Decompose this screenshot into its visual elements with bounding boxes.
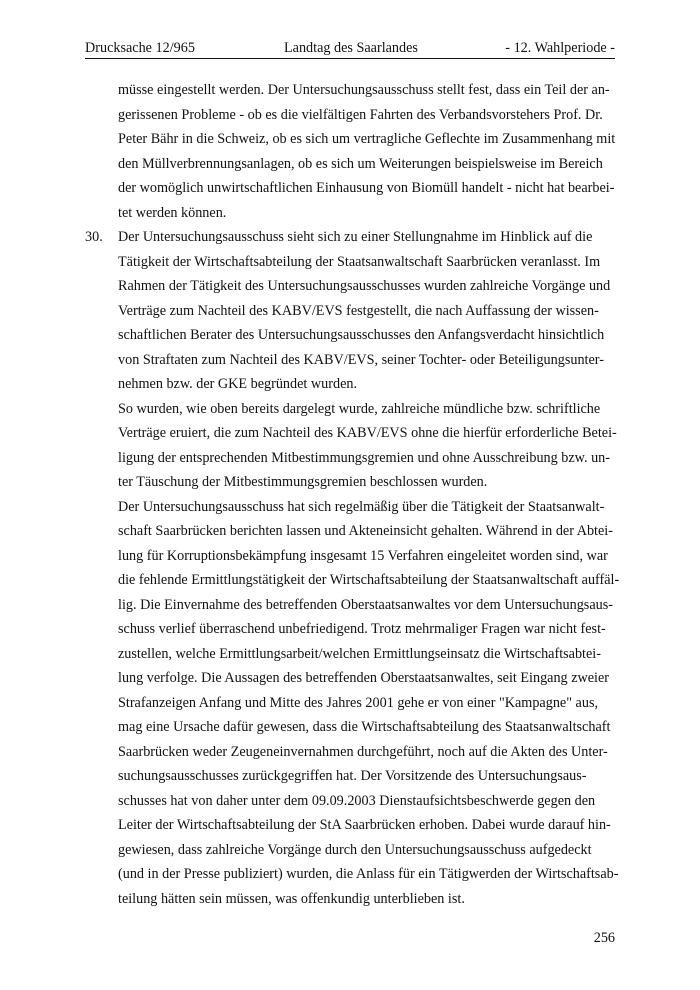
item-number: 30. xyxy=(85,229,103,245)
page-header xyxy=(85,38,615,59)
body-text xyxy=(85,78,625,911)
text-line: Der Untersuchungsausschuss hat sich regelmäßig über die Tätigkeit der Staatsanwalt- xyxy=(118,498,605,515)
text-line: ter Täuschung der Mitbestimmungsgremien beschlossen wurden. xyxy=(118,474,488,490)
text-line: suchungsausschusses zurückgegriffen hat. Der Vorsitzende des Untersuchungsaus- xyxy=(118,768,587,784)
text-line: Rahmen der Tätigkeit des Untersuchungsausschusses wurden zahlreiche Vorgänge und xyxy=(118,278,611,294)
text-line: gerissenen Probleme - ob es die vielfältigen Fahrten des Verbandsvorstehers Prof. Dr. xyxy=(118,106,603,123)
legislative-period: - 12. Wahlperiode - xyxy=(505,40,615,56)
parliament-name: Landtag des Saarlandes xyxy=(284,40,418,56)
text-line: nehmen bzw. der GKE begründet wurden. xyxy=(118,376,358,392)
text-line: die fehlende Ermittlungstätigkeit der Wirtschaftsabteilung der Staatsanwaltschaft auffäl- xyxy=(118,572,620,588)
text-line: Der Untersuchungsausschuss sieht sich zu einer Stellungnahme im Hinblick auf die xyxy=(118,229,593,245)
text-line: gewiesen, dass zahlreiche Vorgänge durch den Untersuchungsausschuss aufgedeckt xyxy=(118,841,592,858)
text-line: tet werden können. xyxy=(118,204,227,221)
text-line: der womöglich unwirtschaftlichen Einhausung von Biomüll handelt - nicht hat bearbei- xyxy=(118,180,615,196)
text-line: Strafanzeigen Anfang und Mitte des Jahres 2001 gehe er von einer "Kampagne" aus, xyxy=(118,694,599,711)
text-line: (und in der Presse publiziert) wurden, die Anlass für ein Tätigwerden der Wirtschaftsab- xyxy=(118,866,619,882)
text-line: ligung der entsprechenden Mitbestimmungsgremien und ohne Ausschreibung bzw. un- xyxy=(118,449,610,466)
text-line: Tätigkeit der Wirtschaftsabteilung der Staatsanwaltschaft Saarbrücken veranlasst. Im xyxy=(118,253,601,270)
text-line: schaft Saarbrücken berichten lassen und Akteneinsicht gehalten. Während in der Abtei- xyxy=(118,523,613,539)
text-line: lung für Korruptionsbekämpfung insgesamt 15 Verfahren eingeleitet worden sind, war xyxy=(118,547,608,564)
text-line: Verträge zum Nachteil des KABV/EVS festgestellt, die nach Auffassung der wissen- xyxy=(118,302,599,319)
document-reference: Drucksache 12/965 xyxy=(85,40,195,56)
text-line: Leiter der Wirtschaftsabteilung der StA Saarbrücken erhoben. Dabei wurde darauf hin- xyxy=(118,817,611,833)
text-line: mag eine Ursache dafür gewesen, dass die Wirtschaftsabteilung des Staatsanwaltschaft xyxy=(118,719,611,735)
text-line: zustellen, welche Ermittlungsarbeit/welchen Ermittlungseinsatz die Wirtschaftsabtei- xyxy=(118,645,601,662)
text-line: müsse eingestellt werden. Der Untersuchungsausschuss stellt fest, dass ein Teil der an- xyxy=(118,82,610,98)
text-line: So wurden, wie oben bereits dargelegt wurde, zahlreiche mündliche bzw. schriftliche xyxy=(118,400,601,417)
text-line: lung verfolge. Die Aussagen des betreffenden Oberstaatsanwaltes, seit Eingang zweier xyxy=(118,670,610,686)
text-line: schuss verlief überraschend unbefriedigend. Trotz mehrmaliger Fragen war nicht fest- xyxy=(118,621,606,637)
text-line: den Müllverbrennungsanlagen, ob es sich um Weiterungen beispielsweise im Bereich xyxy=(118,155,603,172)
text-line: schaftlichen Berater des Untersuchungsausschusses den Anfangsverdacht hinsichtlich xyxy=(118,327,605,343)
text-line: Saarbrücken weder Zeugeneinvernahmen durchgeführt, noch auf die Akten des Unter- xyxy=(118,743,608,760)
text-line: lig. Die Einvernahme des betreffenden Oberstaatsanwaltes vor dem Untersuchungsaus- xyxy=(118,596,613,613)
numbered-item-first-line xyxy=(85,225,625,250)
text-line: Verträge eruiert, die zum Nachteil des KABV/EVS ohne die hierfür erforderliche Betei- xyxy=(118,425,617,441)
text-line: teilung hätten sein müssen, was offenkundig unterblieben ist. xyxy=(118,890,465,907)
page-number: 256 xyxy=(593,930,615,946)
text-line: von Straftaten zum Nachteil des KABV/EVS, seiner Tochter- oder Beteiligungsunter- xyxy=(118,351,604,368)
text-line: Peter Bähr in die Schweiz, ob es sich um vertragliche Geflechte im Zusammenhang mit xyxy=(118,131,616,147)
text-line: schusses hat von daher unter dem 09.09.2003 Dienstaufsichtsbeschwerde gegen den xyxy=(118,792,596,809)
